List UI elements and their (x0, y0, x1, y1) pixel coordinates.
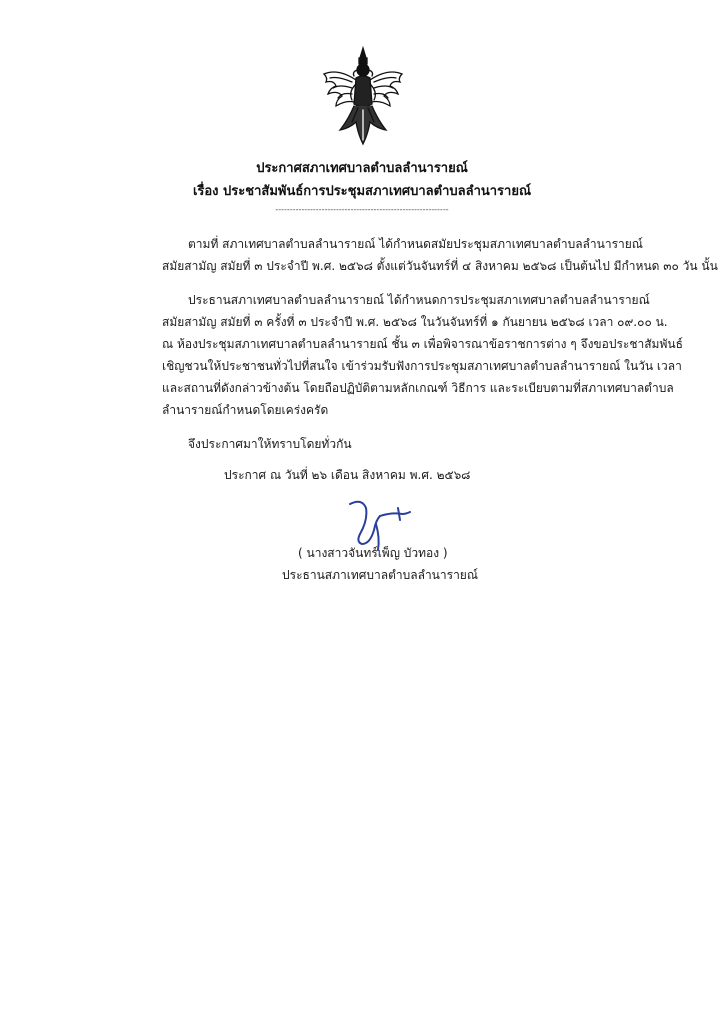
paragraph-2-line-1: ประธานสภาเทศบาลตำบลลำนารายณ์ ได้กำหนดการประชุมสภาเทศบาลตำบลลำนารายณ์ (188, 293, 650, 307)
announcement-date: ประกาศ ณ วันที่ ๒๖ เดือน สิงหาคม พ.ศ. ๒๕๖๘ (224, 468, 471, 482)
signatory-name: ( นางสาวจันทร์เพ็ญ บัวทอง ) (298, 546, 448, 560)
announcement-subject: เรื่อง ประชาสัมพันธ์การประชุมสภาเทศบาลตำบลลำนารายณ์ (192, 184, 532, 199)
garuda-emblem (318, 44, 408, 152)
paragraph-2-line-2: สมัยสามัญ สมัยที่ ๓ ครั้งที่ ๓ ประจำปี พ.ศ. ๒๕๖๘ ในวันจันทร์ที่ ๑ กันยายน ๒๕๖๘ เวลา ๐๙.๐๐ น. (162, 315, 668, 329)
paragraph-1-line-2: สมัยสามัญ สมัยที่ ๓ ประจำปี พ.ศ. ๒๕๖๘ ตั้งแต่วันจันทร์ที่ ๔ สิงหาคม ๒๕๖๘ เป็นต้นไป มีกำหนด ๓๐ วัน นั้น (162, 259, 718, 273)
announcement-title: ประกาศสภาเทศบาลตำบลลำนารายณ์ (256, 161, 468, 176)
paragraph-2-line-5: และสถานที่ดังกล่าวข้างต้น โดยถือปฏิบัติตามหลักเกณฑ์ วิธีการ และระเบียบตามที่สภาเทศบาลตำบล (162, 381, 674, 395)
title-divider: ------------------------------------------------------------ (275, 205, 449, 214)
paragraph-2-line-6: ลำนารายณ์กำหนดโดยเคร่งครัด (162, 403, 329, 417)
paragraph-1-line-1: ตามที่ สภาเทศบาลตำบลลำนารายณ์ ได้กำหนดสมัยประชุมสภาเทศบาลตำบลลำนารายณ์ (188, 237, 643, 251)
paragraph-2-line-4: เชิญชวนให้ประชาชนทั่วไปที่สนใจ เข้าร่วมรับฟังการประชุมสภาเทศบาลตำบลลำนารายณ์ ในวัน เวลา (162, 359, 682, 373)
signatory-position: ประธานสภาเทศบาลตำบลลำนารายณ์ (282, 568, 478, 582)
closing-statement: จึงประกาศมาให้ทราบโดยทั่วกัน (188, 437, 352, 451)
paragraph-2-line-3: ณ ห้องประชุมสภาเทศบาลตำบลลำนารายณ์ ชั้น ๓ เพื่อพิจารณาข้อราชการต่าง ๆ จึงขอประชาสัมพันธ์ (162, 337, 683, 351)
